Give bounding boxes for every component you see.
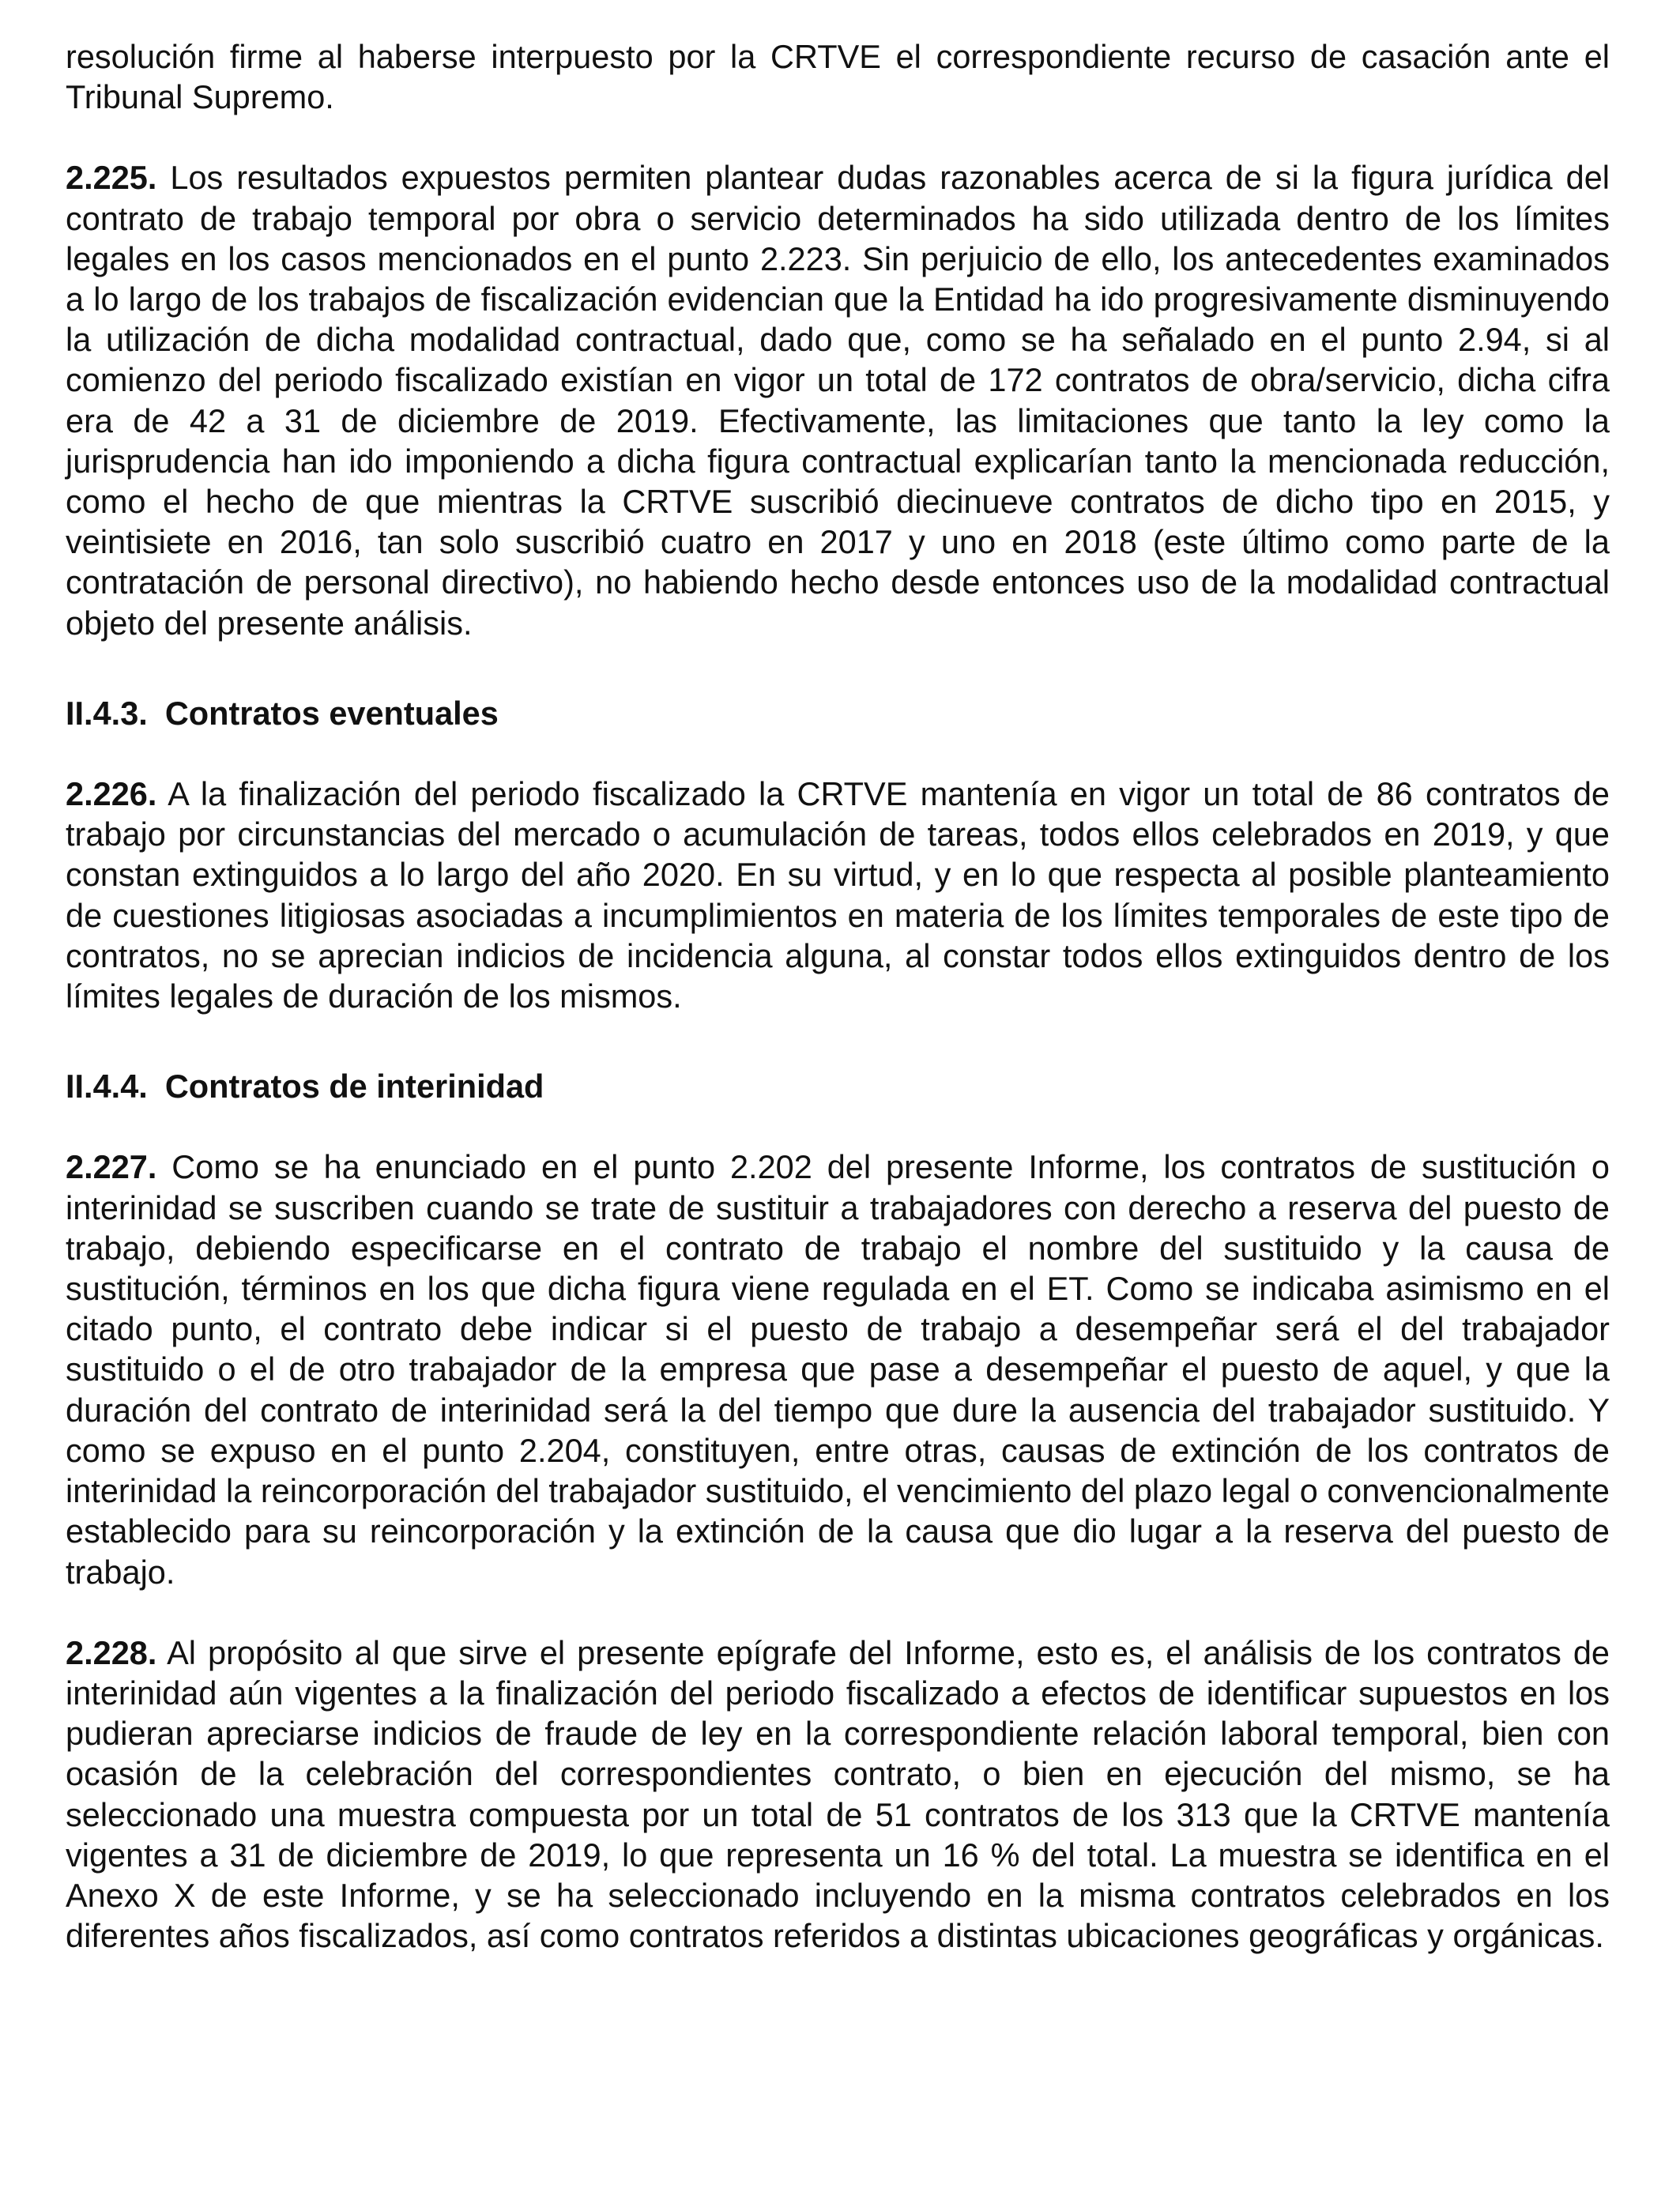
paragraph-number: 2.226.: [66, 775, 157, 813]
section-heading-ii-4-4: [66, 1066, 1610, 1106]
paragraph-number: 2.225.: [66, 159, 157, 197]
section-number: II.4.4.: [66, 1068, 148, 1105]
paragraph-number: 2.228.: [66, 1633, 157, 1671]
paragraph-2-227: [66, 1147, 1610, 1591]
paragraph-2-228: [66, 1633, 1610, 1957]
section-title: Contratos eventuales: [164, 694, 499, 732]
paragraph-2-225: [66, 157, 1610, 642]
document-page: [66, 36, 1610, 1956]
section-heading-ii-4-3: [66, 693, 1610, 733]
section-number: II.4.3.: [66, 694, 148, 732]
paragraph-text: Al propósito al que sirve el presente epígrafe del Informe, esto es, el análisis de los contratos de interinidad aún vigentes a la finalización del periodo fiscalizado a efectos de identificar supuestos en los pudieran apreciarse indicios de fraude de ley en la correspondiente relación laboral temporal, bien con ocasión de la celebración del correspondientes contrato, o bien en ejecución del mismo, se ha seleccionado una muestra compuesta por un total de 51 contratos de los 313 que la CRTVE mantenía vigentes a 31 de diciembre de 2019, lo que representa un 16 % del total. La muestra se identifica en el Anexo X de este Informe, y se ha seleccionado incluyendo en la misma contratos celebrados en los diferentes años fiscalizados, así como contratos referidos a distintas ubicaciones geográficas y orgánicas.: [66, 1633, 1610, 1955]
paragraph-text: resolución firme al haberse interpuesto por la CRTVE el correspondiente recurso de casación ante el Tribunal Supremo.: [66, 38, 1610, 116]
section-title: Contratos de interinidad: [164, 1068, 544, 1105]
paragraph-text: Como se ha enunciado en el punto 2.202 del presente Informe, los contratos de sustitución o interinidad se suscriben cuando se trate de sustituir a trabajadores con derecho a reserva del puesto de trabajo, debiendo especificarse en el contrato de trabajo el nombre del sustituido y la causa de sustitución, términos en los que dicha figura viene regulada en el ET. Como se indicaba asimismo en el citado punto, el contrato debe indicar si el puesto de trabajo a desempeñar será el del trabajador sustituido o el de otro trabajador de la empresa que pase a desempeñar el puesto de aquel, y que la duración del contrato de interinidad será la del tiempo que dure la ausencia del trabajador sustituido. Y como se expuso en el punto 2.204, constituyen, entre otras, causas de extinción de los contratos de interinidad la reincorporación del trabajador sustituido, el vencimiento del plazo legal o convencionalmente establecido para su reincorporación y la extinción de la causa que dio lugar a la reserva del puesto de trabajo.: [66, 1148, 1610, 1591]
paragraph-text: A la finalización del periodo fiscalizado la CRTVE mantenía en vigor un total de 86 contratos de trabajo por circunstancias del mercado o acumulación de tareas, todos ellos celebrados en 2019, y que constan extinguidos a lo largo del año 2020. En su virtud, y en lo que respecta al posible planteamiento de cuestiones litigiosas asociadas a incumplimientos en materia de los límites temporales de este tipo de contratos, no se aprecian indicios de incidencia alguna, al constar todos ellos extinguidos dentro de los límites legales de duración de los mismos.: [66, 775, 1610, 1015]
paragraph-number: 2.227.: [66, 1148, 157, 1186]
paragraph-text: Los resultados expuestos permiten plantear dudas razonables acerca de si la figura jurídica del contrato de trabajo temporal por obra o servicio determinados ha sido utilizada dentro de los límites legales en los casos mencionados en el punto 2.223. Sin perjuicio de ello, los antecedentes examinados a lo largo de los trabajos de fiscalización evidencian que la Entidad ha ido progresivamente disminuyendo la utilización de dicha modalidad contractual, dado que, como se ha señalado en el punto 2.94, si al comienzo del periodo fiscalizado existían en vigor un total de 172 contratos de obra/servicio, dicha cifra era de 42 a 31 de diciembre de 2019. Efectivamente, las limitaciones que tanto la ley como la jurisprudencia han ido imponiendo a dicha figura contractual explicarían tanto la mencionada reducción, como el hecho de que mientras la CRTVE suscribió diecinueve contratos de dicho tipo en 2015, y veintisiete en 2016, tan solo suscribió cuatro en 2017 y uno en 2018 (este último como parte de la contratación de personal directivo), no habiendo hecho desde entonces uso de la modalidad contractual objeto del presente análisis.: [66, 159, 1610, 642]
paragraph-continuation: [66, 36, 1610, 117]
paragraph-2-226: [66, 774, 1610, 1016]
